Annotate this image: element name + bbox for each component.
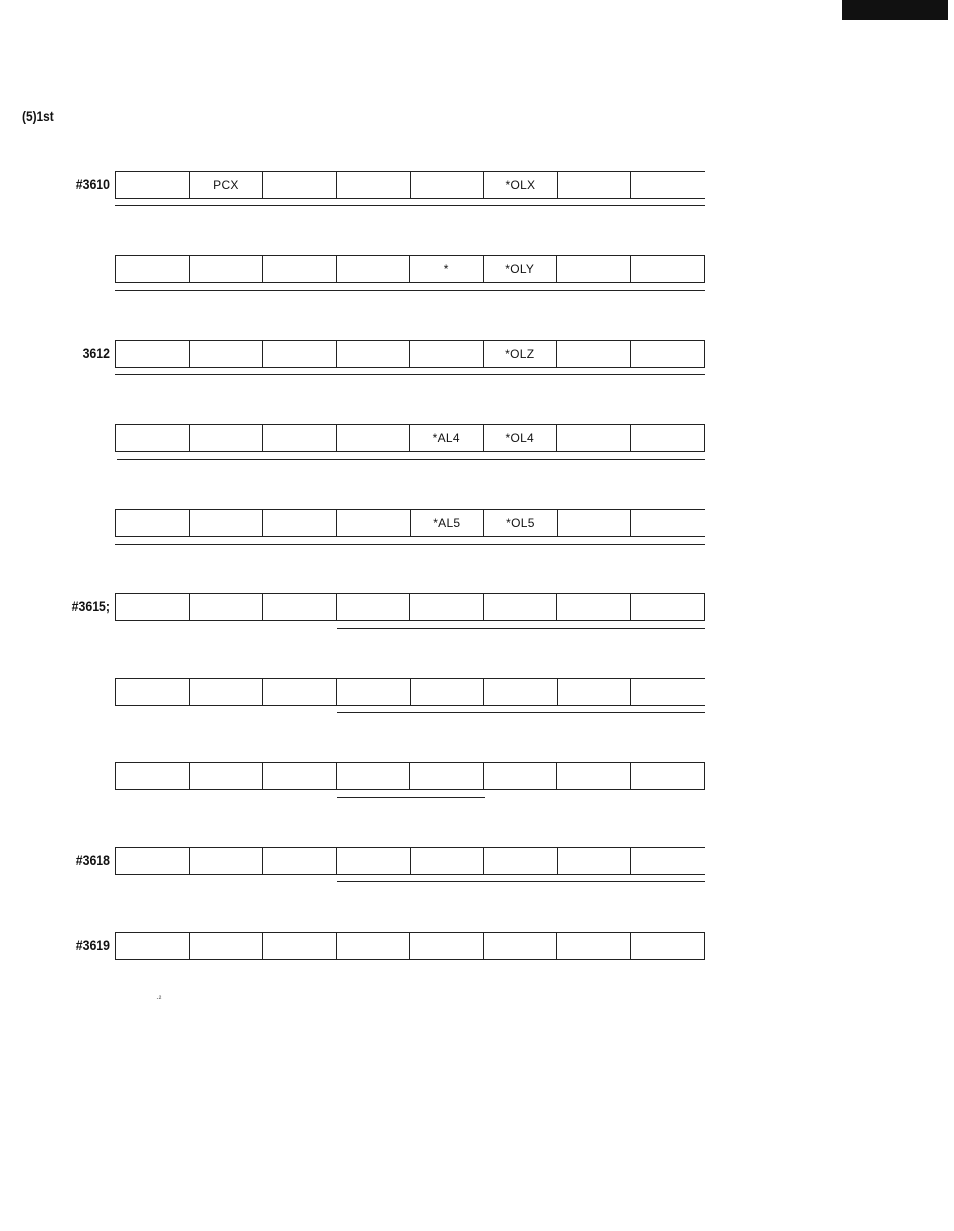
bit-cell-5 [263, 679, 337, 705]
bit-cell-4 [337, 679, 411, 705]
header-black-bar [842, 0, 948, 20]
bit-cell-1 [557, 933, 631, 959]
bit-cell-7 [116, 679, 190, 705]
bit-cell-6: PCX [190, 172, 264, 198]
bit-cell-6 [190, 341, 264, 367]
bit-cell-3 [410, 341, 484, 367]
bit-cell-5 [263, 848, 337, 874]
bit-cell-2 [484, 848, 558, 874]
bit-cell-4 [337, 510, 411, 536]
register-underline [337, 881, 705, 882]
bit-cell-5 [263, 425, 337, 451]
bit-cell-6 [190, 763, 264, 789]
bit-cell-2: *OLX [484, 172, 558, 198]
register-row [115, 171, 705, 199]
bit-cell-4 [337, 933, 411, 959]
bit-cell-1 [557, 425, 631, 451]
bit-cell-7 [116, 510, 190, 536]
register-row [115, 678, 705, 706]
register-underline [115, 374, 705, 375]
bit-cell-4 [337, 594, 411, 620]
bit-cell-1 [557, 341, 631, 367]
stray-mark: ·² [156, 994, 162, 1003]
bit-cell-1 [558, 510, 632, 536]
bit-cell-4 [337, 256, 411, 282]
bit-cell-6 [190, 933, 264, 959]
bit-cell-1 [558, 848, 632, 874]
bit-cell-0 [631, 341, 705, 367]
bit-cell-3: * [410, 256, 484, 282]
bit-cell-5 [263, 594, 337, 620]
register-row [115, 340, 705, 368]
bit-cell-0 [631, 679, 705, 705]
register-underline [337, 797, 485, 798]
register-row [115, 932, 705, 960]
bit-cell-7 [116, 763, 190, 789]
bit-cell-6 [190, 256, 264, 282]
bit-cell-4 [337, 172, 411, 198]
section-heading: (5)1st [22, 108, 54, 124]
bit-cell-0 [631, 172, 705, 198]
bit-cell-0 [631, 256, 705, 282]
bit-cell-6 [190, 594, 264, 620]
bit-cell-0 [631, 425, 705, 451]
bit-cell-7 [116, 425, 190, 451]
register-label: #3618 [75, 852, 110, 868]
bit-cell-3 [410, 933, 484, 959]
bit-cell-5 [263, 763, 337, 789]
register-label: #3619 [75, 937, 110, 953]
bit-cell-3 [410, 763, 484, 789]
bit-cell-5 [263, 256, 337, 282]
bit-cell-6 [190, 425, 264, 451]
register-underline [115, 290, 705, 291]
register-underline [337, 628, 705, 629]
bit-cell-6 [190, 510, 264, 536]
bit-cell-5 [263, 933, 337, 959]
bit-cell-5 [263, 341, 337, 367]
bit-cell-4 [337, 763, 411, 789]
bit-cell-7 [116, 848, 190, 874]
bit-cell-7 [116, 341, 190, 367]
register-underline [117, 459, 705, 460]
bit-cell-0 [631, 510, 705, 536]
bit-cell-3: *AL5 [411, 510, 485, 536]
bit-cell-0 [631, 848, 705, 874]
bit-cell-3 [411, 679, 485, 705]
register-row [115, 593, 705, 621]
bit-cell-7 [116, 933, 190, 959]
bit-cell-2: *OL4 [484, 425, 558, 451]
bit-cell-0 [631, 763, 705, 789]
bit-cell-1 [558, 172, 632, 198]
register-row [115, 424, 705, 452]
register-row [115, 509, 705, 537]
bit-cell-7 [116, 256, 190, 282]
bit-cell-0 [631, 594, 705, 620]
register-underline [337, 712, 705, 713]
bit-cell-4 [337, 341, 411, 367]
register-label: #3615; [71, 598, 110, 614]
bit-cell-1 [558, 679, 632, 705]
bit-cell-6 [190, 848, 264, 874]
register-underline [115, 544, 705, 545]
bit-cell-3 [410, 594, 484, 620]
bit-cell-2 [484, 763, 558, 789]
register-row [115, 255, 705, 283]
bit-cell-2 [484, 679, 558, 705]
bit-cell-2 [484, 594, 558, 620]
bit-cell-2: *OL5 [484, 510, 558, 536]
register-row [115, 762, 705, 790]
register-underline [115, 205, 705, 206]
bit-cell-4 [337, 848, 411, 874]
bit-cell-7 [116, 594, 190, 620]
register-label: 3612 [82, 345, 110, 361]
bit-cell-5 [263, 510, 337, 536]
bit-cell-7 [116, 172, 190, 198]
bit-cell-1 [557, 763, 631, 789]
bit-cell-2: *OLZ [484, 341, 558, 367]
bit-cell-1 [557, 594, 631, 620]
bit-cell-4 [337, 425, 411, 451]
register-label: #3610 [75, 176, 110, 192]
bit-cell-1 [557, 256, 631, 282]
register-row [115, 847, 705, 875]
bit-cell-3: *AL4 [410, 425, 484, 451]
bit-cell-3 [411, 848, 485, 874]
bit-cell-2 [484, 933, 558, 959]
bit-cell-5 [263, 172, 337, 198]
bit-cell-6 [190, 679, 264, 705]
bit-cell-0 [631, 933, 705, 959]
bit-cell-3 [411, 172, 485, 198]
bit-cell-2: *OLY [484, 256, 558, 282]
